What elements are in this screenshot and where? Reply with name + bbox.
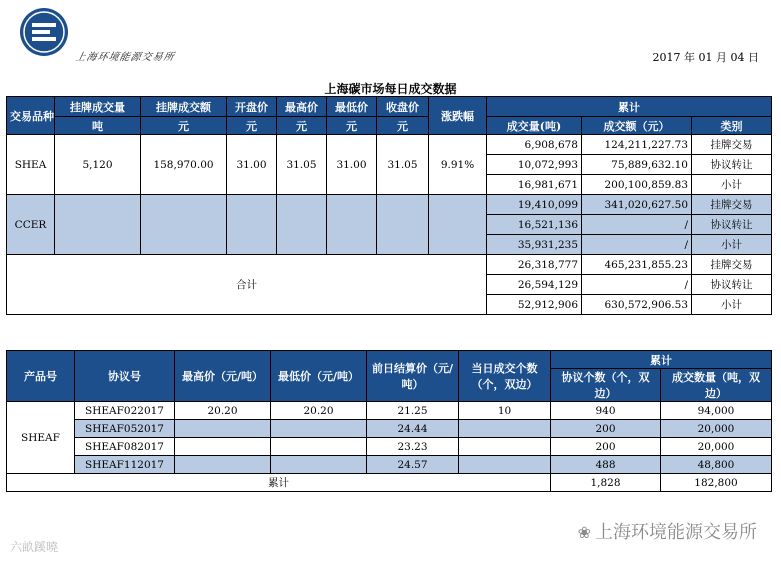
empty-cell: [141, 195, 227, 255]
trade-qty: 20,000: [661, 420, 772, 438]
cum-category: 挂牌交易: [692, 195, 772, 215]
cum-category: 小计: [692, 295, 772, 315]
col-cumulative: 累计: [551, 351, 772, 369]
cum-volume: 35,931,235: [487, 235, 582, 255]
unit-listed-amt: 元: [141, 117, 227, 135]
table-row: [7, 420, 772, 438]
watermark: 六畝蹊曉: [10, 540, 59, 554]
cum-amount: 75,889,632.10: [582, 155, 692, 175]
high-price: [175, 438, 271, 456]
empty-cell: [227, 195, 277, 255]
listed-amount: 158,970.00: [141, 135, 227, 195]
trade-qty: 20,000: [661, 438, 772, 456]
price-change: 9.91%: [429, 135, 487, 195]
unit-close: 元: [377, 117, 429, 135]
prev-settlement: 24.57: [367, 456, 459, 474]
agreement-count: 940: [551, 402, 661, 420]
agreement-code: SHEAF082017: [75, 438, 175, 456]
table-row: [7, 402, 772, 420]
table-row: [7, 195, 772, 215]
col-agreement-count: 协议个数（个，双边）: [551, 369, 661, 402]
cum-category: 协议转让: [692, 215, 772, 235]
daily-count: [459, 438, 551, 456]
trade-qty: 48,800: [661, 456, 772, 474]
exchange-logo: [18, 6, 70, 58]
high-price: [175, 456, 271, 474]
table-row: [7, 438, 772, 456]
cum-volume: 6,908,678: [487, 135, 582, 155]
cum-category: 小计: [692, 235, 772, 255]
col-close: 收盘价: [377, 97, 429, 117]
table-row: [7, 255, 772, 275]
col-low: 最低价: [327, 97, 377, 117]
agreement-code: SHEAF112017: [75, 456, 175, 474]
cum-volume: 16,521,136: [487, 215, 582, 235]
daily-count: [459, 456, 551, 474]
cum-amount: 465,231,855.23: [582, 255, 692, 275]
cum-amount: 124,211,227.73: [582, 135, 692, 155]
total-trade-qty: 182,800: [661, 474, 772, 492]
product-code: SHEAF: [7, 402, 75, 474]
table-row: [7, 456, 772, 474]
low-price: 31.00: [327, 135, 377, 195]
listed-volume: 5,120: [55, 135, 141, 195]
cum-amount: 200,100,859.83: [582, 175, 692, 195]
total-label: 合计: [7, 255, 487, 315]
cum-amount: /: [582, 215, 692, 235]
cum-amount: /: [582, 275, 692, 295]
col-high-price: 最高价（元/吨）: [175, 351, 271, 402]
prev-settlement: 21.25: [367, 402, 459, 420]
cum-volume: 26,594,129: [487, 275, 582, 295]
low-price: [271, 420, 367, 438]
cum-category: 挂牌交易: [692, 255, 772, 275]
high-price: 31.05: [277, 135, 327, 195]
high-price: 20.20: [175, 402, 271, 420]
cum-category: 协议转让: [692, 275, 772, 295]
low-price: [271, 456, 367, 474]
col-cumulative: 累计: [487, 97, 772, 117]
cum-volume: 16,981,671: [487, 175, 582, 195]
agreement-count: 488: [551, 456, 661, 474]
col-cum-category: 类别: [692, 117, 772, 135]
open-price: 31.00: [227, 135, 277, 195]
unit-high: 元: [277, 117, 327, 135]
empty-cell: [277, 195, 327, 255]
wechat-icon: ❀: [577, 523, 591, 542]
daily-count: 10: [459, 402, 551, 420]
cum-volume: 52,912,906: [487, 295, 582, 315]
unit-low: 元: [327, 117, 377, 135]
page-title: 上海碳市场每日成交数据: [324, 82, 457, 96]
high-price: [175, 420, 271, 438]
cum-volume: 26,318,777: [487, 255, 582, 275]
col-listed-vol: 挂牌成交量: [55, 97, 141, 117]
close-price: 31.05: [377, 135, 429, 195]
daily-count: [459, 420, 551, 438]
prev-settlement: 23.23: [367, 438, 459, 456]
col-product-code: 产品号: [7, 351, 75, 402]
unit-open: 元: [227, 117, 277, 135]
cum-category: 挂牌交易: [692, 135, 772, 155]
agreement-code: SHEAF052017: [75, 420, 175, 438]
product-name: CCER: [7, 195, 55, 255]
agreement-count: 200: [551, 438, 661, 456]
empty-cell: [327, 195, 377, 255]
report-date: 2017 年 01 月 04 日: [652, 51, 759, 64]
low-price: [271, 438, 367, 456]
total-label: 累计: [7, 474, 551, 492]
cum-category: 协议转让: [692, 155, 772, 175]
low-price: 20.20: [271, 402, 367, 420]
col-change: 涨跌幅: [429, 97, 487, 135]
brand-footer: [578, 518, 757, 544]
empty-cell: [377, 195, 429, 255]
cum-category: 小计: [692, 175, 772, 195]
empty-cell: [429, 195, 487, 255]
agreement-count: 200: [551, 420, 661, 438]
col-product: 交易品种: [7, 97, 55, 135]
trade-qty: 94,000: [661, 402, 772, 420]
agreement-code: SHEAF022017: [75, 402, 175, 420]
col-cum-amount: 成交额（元）: [582, 117, 692, 135]
table-row: [7, 474, 772, 492]
unit-listed-vol: 吨: [55, 117, 141, 135]
cum-amount: /: [582, 235, 692, 255]
col-listed-amt: 挂牌成交额: [141, 97, 227, 117]
carbon-market-table: [6, 96, 772, 315]
logo-text: 上海环境能源交易所: [74, 52, 176, 63]
cum-volume: 19,410,099: [487, 195, 582, 215]
shea-forward-table: [6, 350, 772, 492]
col-high: 最高价: [277, 97, 327, 117]
col-trade-qty: 成交数量（吨，双边）: [661, 369, 772, 402]
empty-cell: [55, 195, 141, 255]
col-prev-settlement: 前日结算价（元/吨）: [367, 351, 459, 402]
col-low-price: 最低价（元/吨）: [271, 351, 367, 402]
prev-settlement: 24.44: [367, 420, 459, 438]
col-daily-count: 当日成交个数（个，双边）: [459, 351, 551, 402]
cum-amount: 341,020,627.50: [582, 195, 692, 215]
col-open: 开盘价: [227, 97, 277, 117]
cum-amount: 630,572,906.53: [582, 295, 692, 315]
brand-text: 上海环境能源交易所: [595, 522, 757, 543]
cum-volume: 10,072,993: [487, 155, 582, 175]
total-agreement-count: 1,828: [551, 474, 661, 492]
table-row: [7, 135, 772, 155]
col-agreement-code: 协议号: [75, 351, 175, 402]
product-name: SHEA: [7, 135, 55, 195]
col-cum-volume: 成交量(吨): [487, 117, 582, 135]
